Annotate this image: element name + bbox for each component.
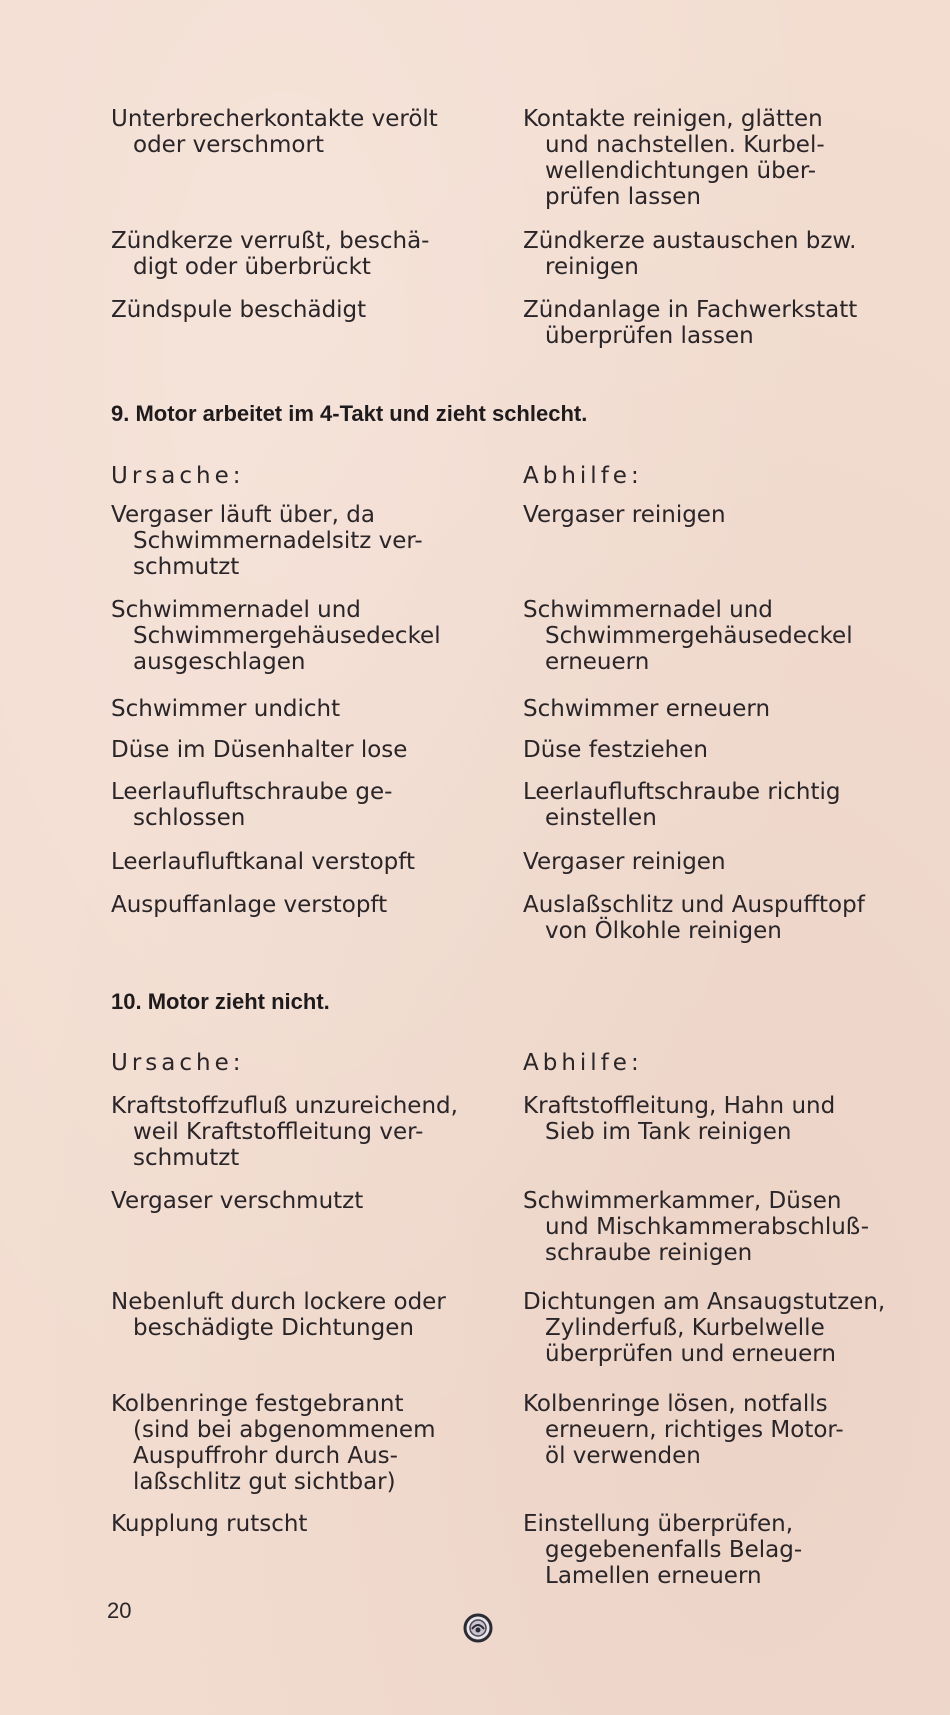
cause-line: schmutzt <box>133 1145 240 1171</box>
fix-line: öl verwenden <box>545 1443 701 1469</box>
fix-line: Lamellen erneuern <box>545 1563 762 1589</box>
cause-cell <box>111 1289 511 1341</box>
fix-line: reinigen <box>545 254 639 280</box>
cause-line: schlossen <box>133 805 246 831</box>
fix-line: schraube reinigen <box>545 1240 753 1266</box>
manufacturer-emblem-icon <box>462 1612 494 1644</box>
cause-cell <box>111 892 511 918</box>
fix-line: Schwimmerkammer, Düsen <box>523 1188 842 1214</box>
fix-line: und nachstellen. Kurbel- <box>545 132 825 158</box>
cause-line: Nebenluft durch lockere oder <box>111 1289 446 1315</box>
cause-cell <box>111 737 511 763</box>
cause-cell <box>111 502 511 580</box>
fix-line: überprüfen und erneuern <box>545 1341 836 1367</box>
cause-line: Vergaser läuft über, da <box>111 502 375 528</box>
cause-line: Auspuffanlage verstopft <box>111 892 388 918</box>
cause-cell <box>111 1391 511 1495</box>
cause-line: Vergaser verschmutzt <box>111 1188 364 1214</box>
fix-line: Kraftstoffleitung, Hahn und <box>523 1093 836 1119</box>
cause-cell <box>111 849 511 875</box>
fix-cell <box>523 696 923 722</box>
fix-line: Zylinderfuß, Kurbelwelle <box>545 1315 825 1341</box>
cause-cell <box>111 228 511 280</box>
cause-line: digt oder überbrückt <box>133 254 371 280</box>
fix-line: Leerlaufluftschraube richtig <box>523 779 841 805</box>
cause-line: laßschlitz gut sichtbar) <box>133 1469 396 1495</box>
cause-line: Kolbenringe festgebrannt <box>111 1391 404 1417</box>
fix-line: prüfen lassen <box>545 184 701 210</box>
cause-line: beschädigte Dichtungen <box>133 1315 414 1341</box>
fix-line: von Ölkohle reinigen <box>545 918 782 944</box>
cause-line: Schwimmernadelsitz ver- <box>133 528 423 554</box>
fix-line: Sieb im Tank reinigen <box>545 1119 792 1145</box>
section-9-heading: 9. Motor arbeitet im 4-Takt und zieht schlecht. <box>111 401 588 426</box>
fix-cell <box>523 1093 923 1145</box>
cause-line: Düse im Düsenhalter lose <box>111 737 408 763</box>
fix-line: erneuern <box>545 649 650 675</box>
fix-label: Abhilfe: <box>523 463 643 489</box>
cause-label: Ursache: <box>111 1050 245 1076</box>
cause-cell <box>111 1511 511 1537</box>
cause-line: Zündspule beschädigt <box>111 297 367 323</box>
fix-label: Abhilfe: <box>523 1050 643 1076</box>
cause-line: oder verschmort <box>133 132 324 158</box>
fix-cell <box>523 779 923 831</box>
cause-line: (sind bei abgenommenem <box>133 1417 436 1443</box>
fix-line: überprüfen lassen <box>545 323 754 349</box>
cause-cell <box>111 696 511 722</box>
fix-cell <box>523 106 923 210</box>
fix-cell <box>523 502 923 528</box>
fix-cell <box>523 892 923 944</box>
fix-line: Schwimmer erneuern <box>523 696 771 722</box>
fix-line: einstellen <box>545 805 657 831</box>
fix-cell <box>523 1188 923 1266</box>
cause-line: Unterbrecherkontakte verölt <box>111 106 438 132</box>
cause-label: Ursache: <box>111 463 245 489</box>
fix-line: Kontakte reinigen, glätten <box>523 106 823 132</box>
cause-line: Kupplung rutscht <box>111 1511 308 1537</box>
fix-cell <box>523 1511 923 1589</box>
fix-line: Düse festziehen <box>523 737 708 763</box>
cause-cell <box>111 1093 511 1171</box>
fix-cell <box>523 297 923 349</box>
fix-cell <box>523 228 923 280</box>
cause-cell <box>111 106 511 158</box>
cause-cell <box>111 1188 511 1214</box>
fix-line: Schwimmergehäusedeckel <box>545 623 853 649</box>
cause-line: ausgeschlagen <box>133 649 306 675</box>
fix-line: wellendichtungen über- <box>545 158 817 184</box>
cause-line: Zündkerze verrußt, beschä- <box>111 228 430 254</box>
cause-cell <box>111 779 511 831</box>
cause-line: Schwimmer undicht <box>111 696 341 722</box>
page-number: 20 <box>107 1598 132 1623</box>
fix-cell <box>523 597 923 675</box>
fix-cell <box>523 1391 923 1469</box>
section-10-heading: 10. Motor zieht nicht. <box>111 989 330 1014</box>
cause-line: Kraftstoffzufluß unzureichend, <box>111 1093 458 1119</box>
fix-line: erneuern, richtiges Motor- <box>545 1417 844 1443</box>
fix-line: Zündanlage in Fachwerkstatt <box>523 297 858 323</box>
fix-line: Zündkerze austauschen bzw. <box>523 228 857 254</box>
fix-line: Einstellung überprüfen, <box>523 1511 794 1537</box>
fix-line: Kolbenringe lösen, notfalls <box>523 1391 828 1417</box>
fix-line: und Mischkammerabschluß- <box>545 1214 870 1240</box>
fix-line: Schwimmernadel und <box>523 597 773 623</box>
fix-cell <box>523 849 923 875</box>
fix-line: Vergaser reinigen <box>523 849 726 875</box>
cause-line: schmutzt <box>133 554 240 580</box>
cause-line: Schwimmernadel und <box>111 597 361 623</box>
cause-line: Schwimmergehäusedeckel <box>133 623 441 649</box>
cause-line: Auspuffrohr durch Aus- <box>133 1443 398 1469</box>
fix-line: Dichtungen am Ansaugstutzen, <box>523 1289 886 1315</box>
fix-cell <box>523 737 923 763</box>
fix-line: gegebenenfalls Belag- <box>545 1537 803 1563</box>
fix-line: Auslaßschlitz und Auspufftopf <box>523 892 865 918</box>
cause-cell <box>111 597 511 675</box>
cause-line: Leerlaufluftschraube ge- <box>111 779 393 805</box>
cause-line: Leerlaufluftkanal verstopft <box>111 849 415 875</box>
fix-cell <box>523 1289 923 1367</box>
cause-line: weil Kraftstoffleitung ver- <box>133 1119 424 1145</box>
cause-cell <box>111 297 511 323</box>
fix-line: Vergaser reinigen <box>523 502 726 528</box>
